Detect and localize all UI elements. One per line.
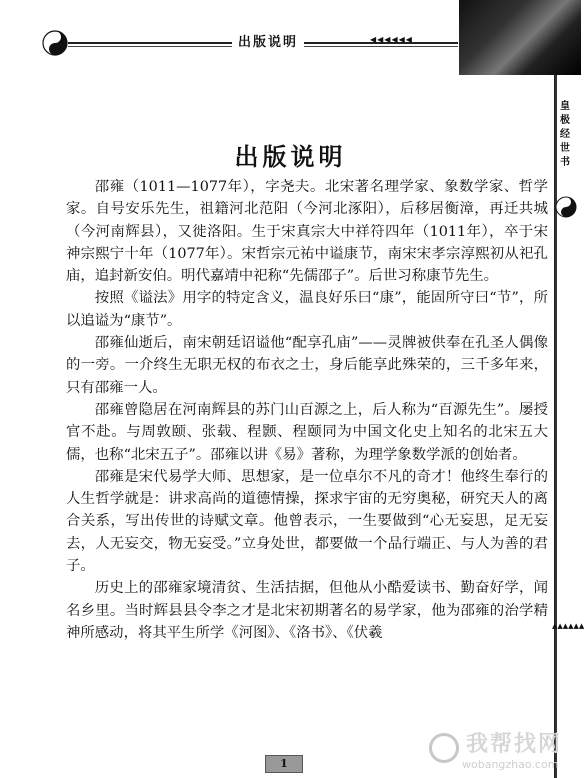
running-title: 出版说明: [232, 31, 304, 50]
paragraph: 邵雍曾隐居在河南辉县的苏门山百源之上，后人称为“百源先生”。屡授官不赴。与周敦颐、张载、程颢、程颐同为中国文化史上知名的北宋五大儒，也称“北宋五子”。邵雍以讲《易》著称，为理学象数学派的创始者。: [66, 401, 548, 463]
side-book-title: 皇极经世书: [560, 101, 570, 168]
corner-photo: [459, 0, 581, 75]
yin-yang-icon: [42, 30, 68, 56]
watermark-text: 我帮找网: [466, 732, 563, 757]
paragraph: 邵雍是宋代易学大师、思想家，是一位卓尔不凡的奇才！他终生奉行的人生哲学就是：讲求高尚的道德情操，探求宇宙的无穷奥秘，研究天人的离合关系，写出传世的诗赋文章。他曾表示，一生要做到“心无妄思，足无妄去，人无妄交，物无妄受。”立身处世，都要做一个品行端正、与人为善的君子。: [66, 468, 548, 575]
watermark-url: wobangzhao.com: [462, 758, 559, 771]
side-rail: [555, 75, 557, 778]
page-number: 1: [265, 755, 303, 773]
watermark-logo-icon: [429, 733, 459, 763]
paragraph: 按照《谥法》用字的特定含义，温良好乐曰“康”，能固所守曰“节”，所以追谥为“康节”。: [66, 290, 548, 329]
page-title: 出版说明: [234, 143, 347, 172]
header-ornament: ◀◀◀◀◀◀: [370, 35, 413, 44]
paragraph: 邵雍（1011—1077年），字尧夫。北宋著名理学家、象数学家、哲学家。自号安乐先生，祖籍河北范阳（今河北涿阳），后移居衡漳，再迁共城（今河南辉县），又徙洛阳。生于宋真宗大中祥符四年（1011年），卒于宋神宗熙宁十年（1077年）。宋哲宗元祐中谥康节，南宋宋孝宗淳熙初从祀孔庙，追封新安伯。明代嘉靖中祀称“先儒邵子”。后世习称康节先生。: [66, 179, 548, 285]
side-ornament: ▲▲▲▲▲▲: [552, 622, 584, 630]
paragraph: 历史上的邵雍家境清贫、生活拮据，但他从小酷爱读书、勤奋好学，闻名乡里。当时辉县县令李之才是北宋初期著名的易学家，他为邵雍的治学精神所感动，将其平生所学《河图》、《洛书》、《伏羲: [66, 580, 548, 641]
side-strip: [554, 75, 582, 778]
side-yin-yang-icon: [555, 196, 577, 218]
paragraph: 邵雍仙逝后，南宋朝廷诏谥他“配享孔庙”——灵牌被供奉在孔圣人偶像的一旁。一介终生无职无权的布衣之士，身后能享此殊荣的，三千多年来，只有邵雍一人。: [66, 335, 548, 396]
body-text: [66, 176, 548, 644]
running-header: [0, 0, 500, 62]
